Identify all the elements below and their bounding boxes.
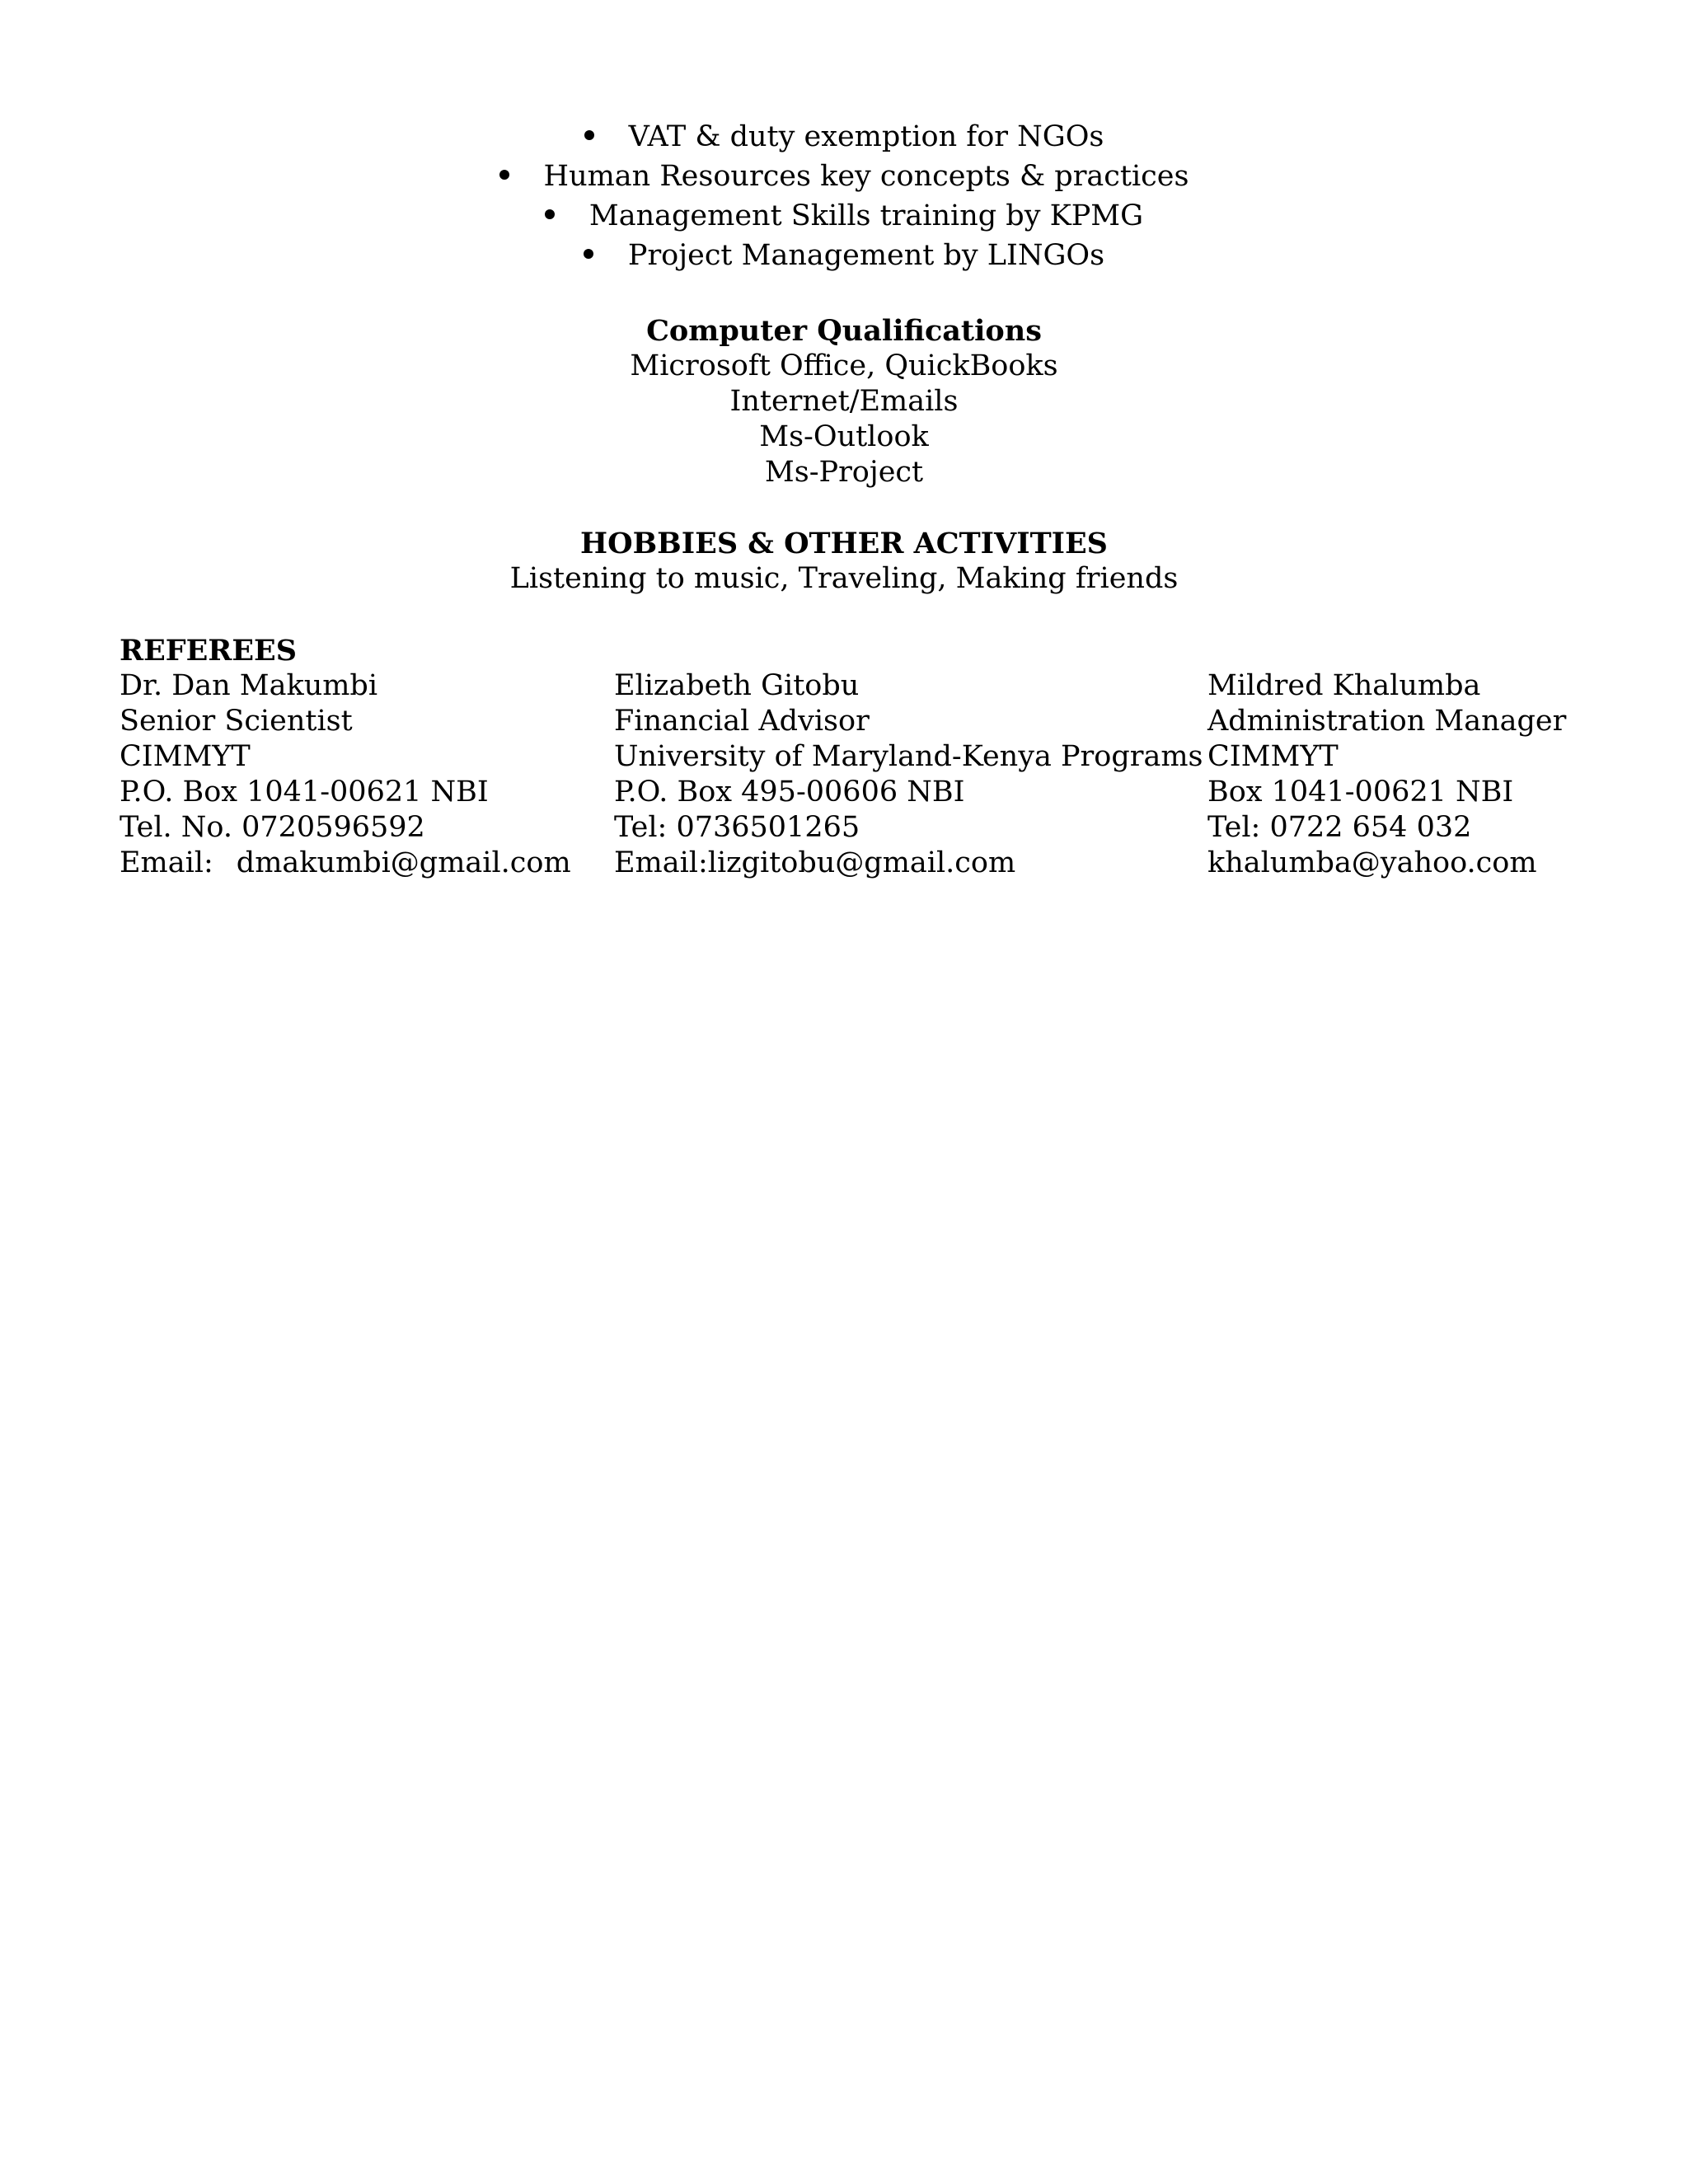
referee-email-line: [120, 846, 571, 881]
list-item: [0, 157, 1688, 196]
referee-address: Box 1041-00621 NBI: [1207, 776, 1514, 808]
list-item: [0, 236, 1688, 275]
section-heading: Computer Qualifications: [646, 314, 1042, 348]
referee-email: khalumba@yahoo.com: [1207, 846, 1537, 879]
referee-email: dmakumbi@gmail.com: [236, 846, 571, 879]
referee-name: Mildred Khalumba: [1207, 669, 1481, 702]
qualification-line: Ms-Outlook: [759, 420, 929, 453]
bullet-icon: [499, 170, 509, 180]
referee-email: Email:lizgitobu@gmail.com: [614, 846, 1016, 879]
referees-heading: REFEREES: [120, 634, 298, 668]
email-label: Email:: [120, 846, 213, 879]
bullet-icon: [584, 249, 593, 259]
training-list: [0, 117, 1688, 275]
referee-name: Elizabeth Gitobu: [614, 669, 860, 702]
computer-qualifications-section: [0, 313, 1688, 490]
referee-name: Dr. Dan Makumbi: [120, 669, 378, 702]
training-item: Management Skills training by KPMG: [588, 199, 1144, 232]
bullet-icon: [584, 130, 594, 140]
section-heading: HOBBIES & OTHER ACTIVITIES: [580, 527, 1108, 560]
referee-title: Financial Advisor: [614, 705, 870, 738]
hobbies-section: [0, 526, 1688, 597]
referee-address: P.O. Box 1041-00621 NBI: [120, 776, 489, 808]
referee-card: [614, 668, 1203, 881]
referee-card: [1207, 668, 1566, 881]
referee-phone: Tel: 0736501265: [614, 811, 860, 844]
training-item: Project Management by LINGOs: [627, 239, 1105, 272]
referee-org: CIMMYT: [120, 740, 251, 773]
bullet-icon: [545, 209, 555, 219]
qualification-line: Internet/Emails: [729, 385, 959, 418]
list-item: [0, 196, 1688, 236]
referee-org: CIMMYT: [1207, 740, 1339, 773]
list-item: [0, 117, 1688, 157]
referee-org: University of Maryland-Kenya Programs: [614, 740, 1203, 773]
referee-address: P.O. Box 495-00606 NBI: [614, 776, 965, 808]
training-item: VAT & duty exemption for NGOs: [628, 120, 1104, 153]
referee-title: Senior Scientist: [120, 705, 353, 738]
referee-phone: Tel. No. 0720596592: [120, 811, 425, 844]
qualification-line: Microsoft Office, QuickBooks: [630, 349, 1058, 382]
training-item: Human Resources key concepts & practices: [543, 160, 1189, 193]
referee-title: Administration Manager: [1207, 705, 1567, 738]
referee-card: [120, 668, 571, 881]
qualification-line: Ms-Project: [764, 456, 924, 489]
hobbies-text: Listening to music, Traveling, Making friends: [509, 562, 1179, 595]
referee-phone: Tel: 0722 654 032: [1207, 811, 1472, 844]
